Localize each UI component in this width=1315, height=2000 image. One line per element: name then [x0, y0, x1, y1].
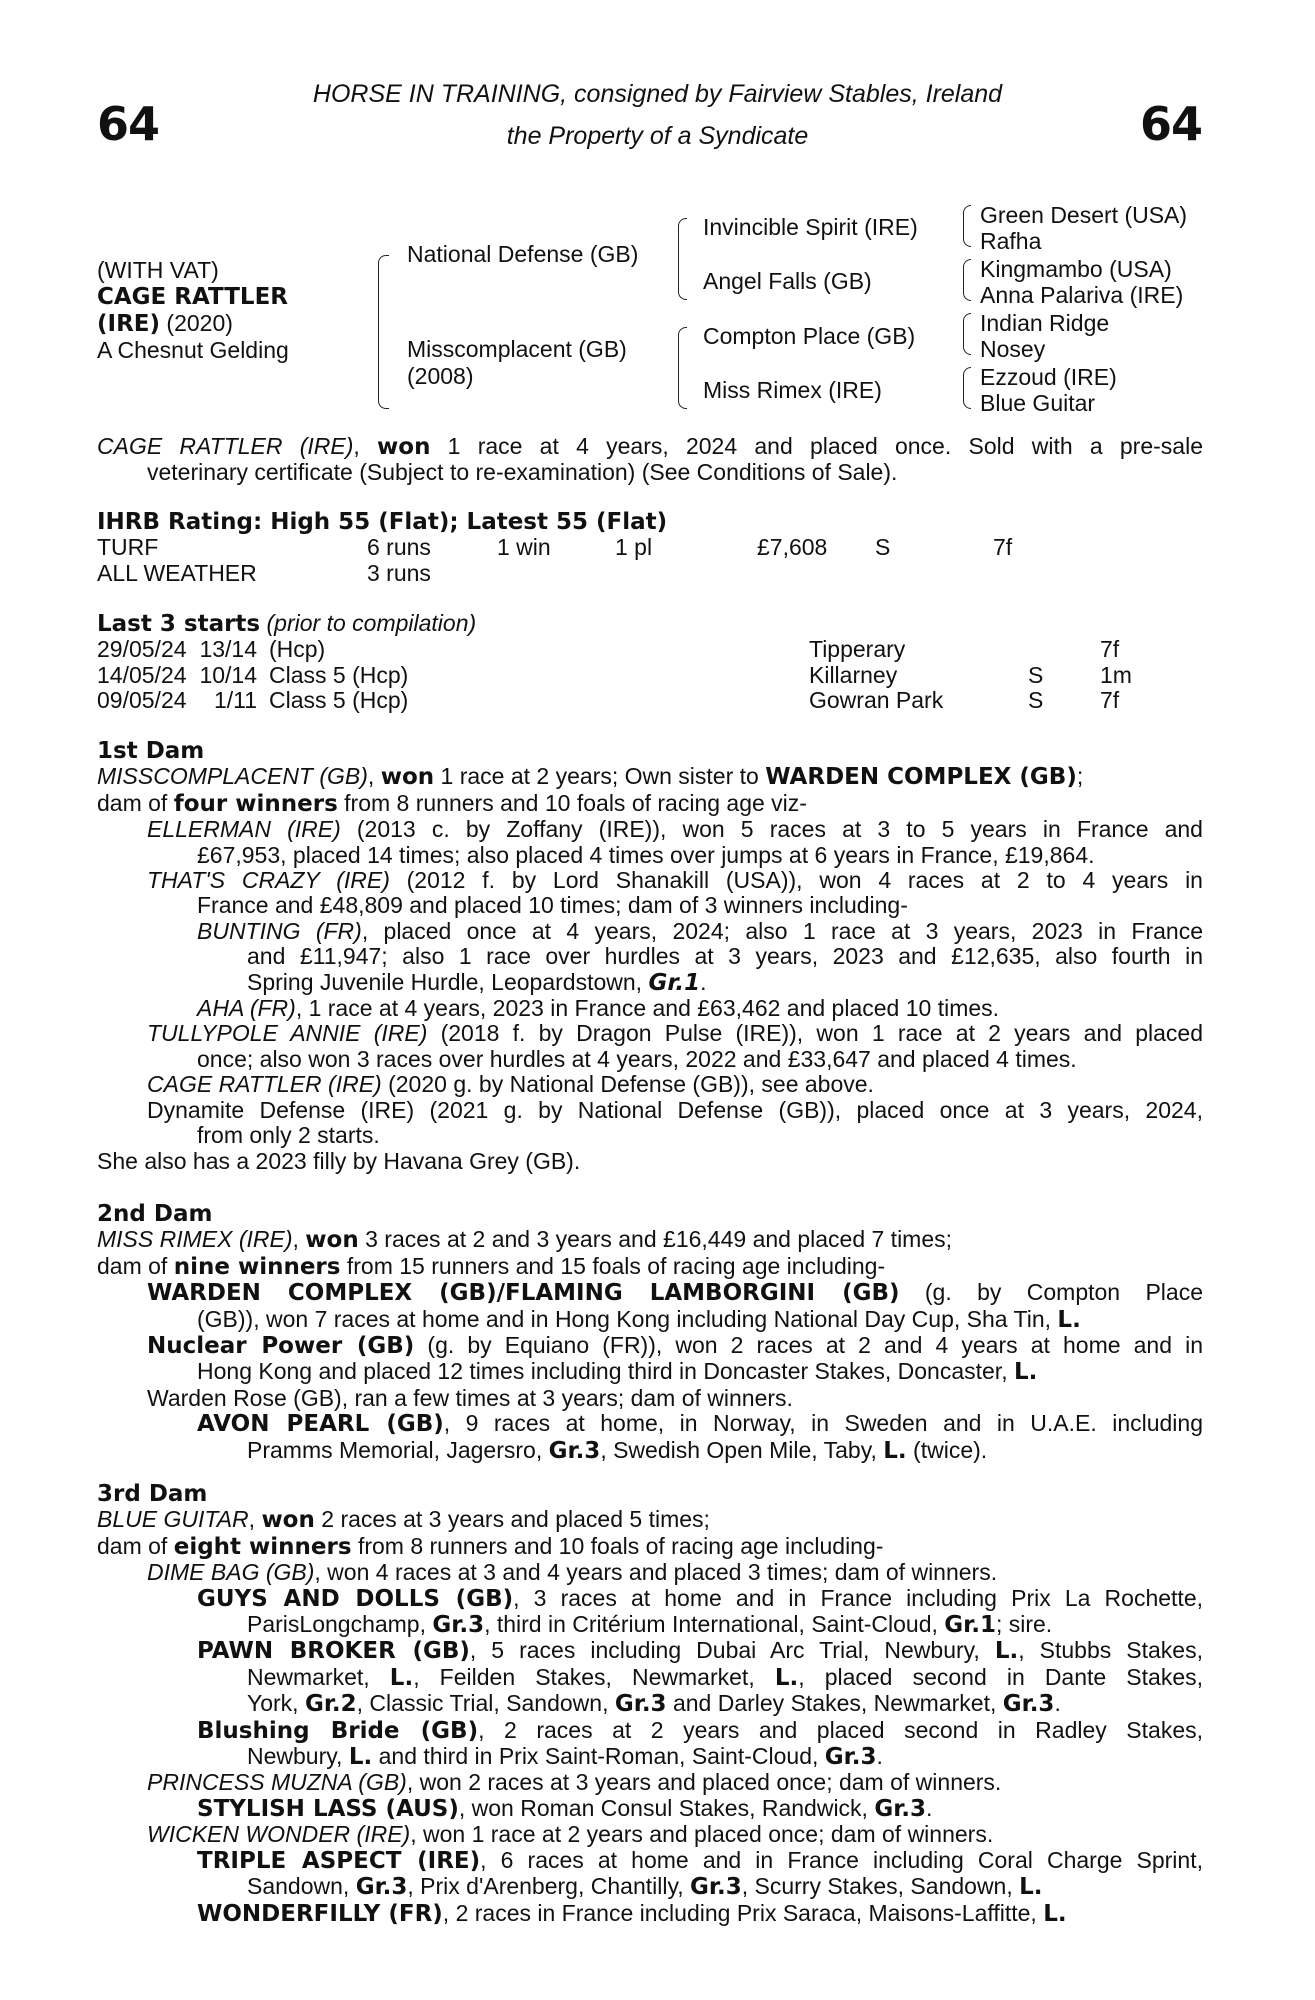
pedigree-sd-sire: Kingmambo (USA)	[980, 256, 1172, 282]
race-summary	[97, 434, 1203, 486]
pedigree-brace-ds	[963, 313, 971, 355]
grandoffspring-bunting-cont-2: Spring Juvenile Hurdle, Leopardstown, Gr.1.	[247, 968, 707, 996]
grandoffspring-blushing-bride-cont: Newbury, L. and third in Prix Saint-Roman, Saint-Cloud, Gr.3.	[247, 1743, 883, 1771]
third-dam-heading: 3rd Dam	[97, 1481, 208, 1507]
offspring-thats-crazy: THAT'S CRAZY (IRE) (2012 f. by Lord Shanakill (USA)), won 4 races at 2 to 4 years in	[147, 867, 1203, 894]
offspring-tullypole-annie-cont: once; also won 3 races over hurdles at 4 years, 2022 and £33,647 and placed 4 times.	[197, 1045, 1077, 1072]
grandoffspring-aha: AHA (FR), 1 race at 4 years, 2023 in France and £63,462 and placed 10 times.	[197, 995, 1000, 1022]
horse-year: (2020)	[166, 310, 233, 336]
pedigree-sd-dam: Anna Palariva (IRE)	[980, 282, 1184, 308]
runs-row-aw	[97, 561, 1012, 586]
second-dam-heading: 2nd Dam	[97, 1201, 213, 1227]
property-line: the Property of a Syndicate	[506, 122, 809, 150]
pedigree-ss-dam: Rafha	[980, 228, 1042, 254]
runs: 6 runs	[367, 534, 431, 561]
first-dam-section	[97, 739, 1203, 1174]
going: S	[875, 534, 891, 561]
offspring-princess-muzna: PRINCESS MUZNA (GB), won 2 races at 3 years and placed once; dam of winners.	[147, 1769, 1002, 1796]
grandoffspring-triple-aspect: TRIPLE ASPECT (IRE), 6 races at home and in France including Coral Charge Sprint,	[197, 1846, 1203, 1874]
pedigree-ds-dam: Nosey	[980, 336, 1046, 362]
offspring-tullypole-annie: TULLYPOLE ANNIE (IRE) (2018 f. by Dragon Pulse (IRE)), won 1 race at 2 years and placed	[147, 1020, 1203, 1047]
lot-number-left: 64	[97, 97, 160, 151]
pedigree-brace-sire	[678, 218, 687, 300]
grandoffspring-pawn-broker-cont-2: York, Gr.2, Classic Trial, Sandown, Gr.3 and Darley Stakes, Newmarket, Gr.3.	[247, 1690, 1061, 1718]
placed: 1 pl	[615, 534, 653, 561]
third-dam-line-1: BLUE GUITAR, won 2 races at 3 years and placed 5 times;	[97, 1506, 710, 1534]
first-dam-line-1: MISSCOMPLACENT (GB), won 1 race at 2 years; Own sister to WARDEN COMPLEX (GB);	[97, 763, 1084, 791]
pedigree-dam: Misscomplacent (GB)	[407, 336, 627, 362]
vat-note: (WITH VAT)	[97, 257, 219, 283]
horse-identification	[97, 257, 289, 363]
grandoffspring-stylish-lass: STYLISH LASS (AUS), won Roman Consul Stakes, Randwick, Gr.3.	[197, 1794, 933, 1822]
pedigree-brace-main	[378, 255, 389, 409]
grandoffspring-wonderfilly: WONDERFILLY (FR), 2 races in France including Prix Saraca, Maisons-Laffitte, L.	[197, 1899, 1067, 1927]
third-dam-section	[97, 1482, 1203, 1927]
pedigree-dd-dam: Blue Guitar	[980, 390, 1096, 416]
offspring-warden-complex: WARDEN COMPLEX (GB)/FLAMING LAMBORGINI (GB) (g. by Compton Place	[147, 1279, 1203, 1307]
third-dam-line-2: dam of eight winners from 8 runners and 10 foals of racing age including-	[97, 1532, 884, 1560]
second-dam-section	[97, 1202, 1203, 1464]
offspring-nuclear-power-cont: Hong Kong and placed 12 times including third in Doncaster Stakes, Doncaster, L.	[197, 1358, 1038, 1386]
last-starts-table	[97, 637, 1132, 713]
offspring-ellerman-cont: £67,953, placed 14 times; also placed 4 times over jumps at 6 years in France, £19,864.	[197, 841, 1095, 868]
offspring-thats-crazy-cont: France and £48,809 and placed 10 times; dam of 3 winners including-	[197, 892, 908, 919]
grandoffspring-bunting: BUNTING (FR), placed once at 4 years, 2024; also 1 race at 3 years, 2023 in France	[197, 917, 1203, 944]
first-dam-heading: 1st Dam	[97, 738, 205, 764]
offspring-warden-rose: Warden Rose (GB), ran a few times at 3 years; dam of winners.	[147, 1384, 793, 1411]
rating-heading: IHRB Rating: High 55 (Flat); Latest 55 (Flat)	[97, 509, 668, 535]
pedigree-dam-year: (2008)	[407, 363, 474, 389]
grandoffspring-guys-and-dolls: GUYS AND DOLLS (GB), 3 races at home and in France including Prix La Rochette,	[197, 1584, 1204, 1612]
pedigree-dam-sire: Compton Place (GB)	[703, 323, 916, 349]
runs: 3 runs	[367, 559, 431, 586]
start-row: 29/05/24 13/14 (Hcp) Tipperary 7f	[97, 636, 1120, 663]
surface: TURF	[97, 534, 159, 561]
offspring-nuclear-power: Nuclear Power (GB) (g. by Equiano (FR)), won 2 races at 2 and 4 years at home and in	[147, 1332, 1203, 1360]
prize: £7,608	[757, 534, 828, 561]
start-row: 09/05/24 1/11 Class 5 (Hcp) Gowran Park S 7f	[97, 687, 1120, 714]
grandoffspring-guys-and-dolls-cont: ParisLongchamp, Gr.3, third in Critérium International, Saint-Cloud, Gr.1; sire.	[247, 1611, 1053, 1639]
start-row: 14/05/24 10/14 Class 5 (Hcp) Killarney S 1m	[97, 661, 1132, 688]
pedigree-sire: National Defense (GB)	[407, 241, 639, 267]
horse-description: A Chesnut Gelding	[97, 337, 289, 363]
first-dam-line-2: dam of four winners from 8 runners and 10 foals of racing age viz-	[97, 789, 807, 817]
grandoffspring-avon-pearl-cont: Pramms Memorial, Jagersro, Gr.3, Swedish Open Mile, Taby, L. (twice).	[247, 1436, 988, 1464]
grandoffspring-blushing-bride: Blushing Bride (GB), 2 races at 2 years and placed second in Radley Stakes,	[197, 1716, 1203, 1744]
grandoffspring-avon-pearl: AVON PEARL (GB), 9 races at home, in Norway, in Sweden and in U.A.E. including	[197, 1410, 1203, 1438]
runs-table	[97, 535, 1012, 586]
pedigree-brace-sd	[963, 259, 971, 301]
offspring-dynamite-defense-cont: from only 2 starts.	[197, 1122, 380, 1149]
grandoffspring-pawn-broker-cont: Newmarket, L., Feilden Stakes, Newmarket, L., placed second in Dante Stakes,	[247, 1663, 1203, 1691]
offspring-dynamite-defense: Dynamite Defense (IRE) (2021 g. by National Defense (GB)), placed once at 3 years, 2024,	[147, 1096, 1203, 1123]
pedigree-ss-sire: Green Desert (USA)	[980, 202, 1188, 228]
pedigree-dam-dam: Miss Rimex (IRE)	[703, 377, 882, 403]
surface: ALL WEATHER	[97, 559, 257, 586]
grandoffspring-pawn-broker: PAWN BROKER (GB), 5 races including Dubai Arc Trial, Newbury, L., Stubbs Stakes,	[197, 1637, 1203, 1665]
pedigree-brace-dd	[963, 367, 971, 409]
distance: 7f	[993, 534, 1013, 561]
horse-country: (IRE)	[97, 311, 161, 337]
wins: 1 win	[497, 534, 551, 561]
offspring-ellerman: ELLERMAN (IRE) (2013 c. by Zoffany (IRE)), won 5 races at 3 to 5 years in France and	[147, 816, 1203, 843]
pedigree-dd-sire: Ezzoud (IRE)	[980, 364, 1117, 390]
horse-name: CAGE RATTLER	[97, 284, 288, 310]
pedigree-sire-dam: Angel Falls (GB)	[703, 268, 872, 294]
second-dam-line-1: MISS RIMEX (IRE), won 3 races at 2 and 3 years and £16,449 and placed 7 times;	[97, 1226, 953, 1254]
offspring-cage-rattler: CAGE RATTLER (IRE) (2020 g. by National Defense (GB)), see above.	[147, 1071, 874, 1098]
pedigree-brace-dam	[678, 327, 687, 409]
last-starts-section	[97, 611, 1203, 714]
pedigree-ds-sire: Indian Ridge	[980, 310, 1110, 336]
consignor-line: HORSE IN TRAINING, consigned by Fairview Stables, Ireland	[312, 80, 1003, 108]
lot-number-right: 64	[1139, 97, 1202, 151]
grandoffspring-bunting-cont: and £11,947; also 1 race over hurdles at 3 years, 2023 and £12,635, also fourth in	[247, 943, 1203, 970]
summary-line-2: veterinary certificate (Subject to re-examination) (See Conditions of Sale).	[147, 459, 898, 486]
second-dam-line-2: dam of nine winners from 15 runners and 15 foals of racing age including-	[97, 1252, 886, 1280]
offspring-warden-complex-cont: (GB)), won 7 races at home and in Hong Kong including National Day Cup, Sha Tin, L.	[197, 1305, 1081, 1333]
offspring-dime-bag: DIME BAG (GB), won 4 races at 3 and 4 years and placed 3 times; dam of winners.	[147, 1559, 998, 1586]
offspring-wicken-wonder: WICKEN WONDER (IRE), won 1 race at 2 years and placed once; dam of winners.	[147, 1821, 994, 1848]
runs-row-turf	[97, 535, 1012, 560]
summary-line-1: CAGE RATTLER (IRE), won 1 race at 4 years, 2024 and placed once. Sold with a pre-sale	[97, 433, 1203, 460]
pedigree-brace-ss	[963, 205, 971, 247]
grandoffspring-triple-aspect-cont: Sandown, Gr.3, Prix d'Arenberg, Chantilly, Gr.3, Scurry Stakes, Sandown, L.	[247, 1873, 1043, 1901]
first-dam-note: She also has a 2023 filly by Havana Grey (GB).	[97, 1147, 581, 1174]
pedigree-sire-sire: Invincible Spirit (IRE)	[703, 214, 918, 240]
rating-section	[97, 510, 1203, 586]
last-starts-heading: Last 3 starts (prior to compilation)	[97, 610, 477, 637]
